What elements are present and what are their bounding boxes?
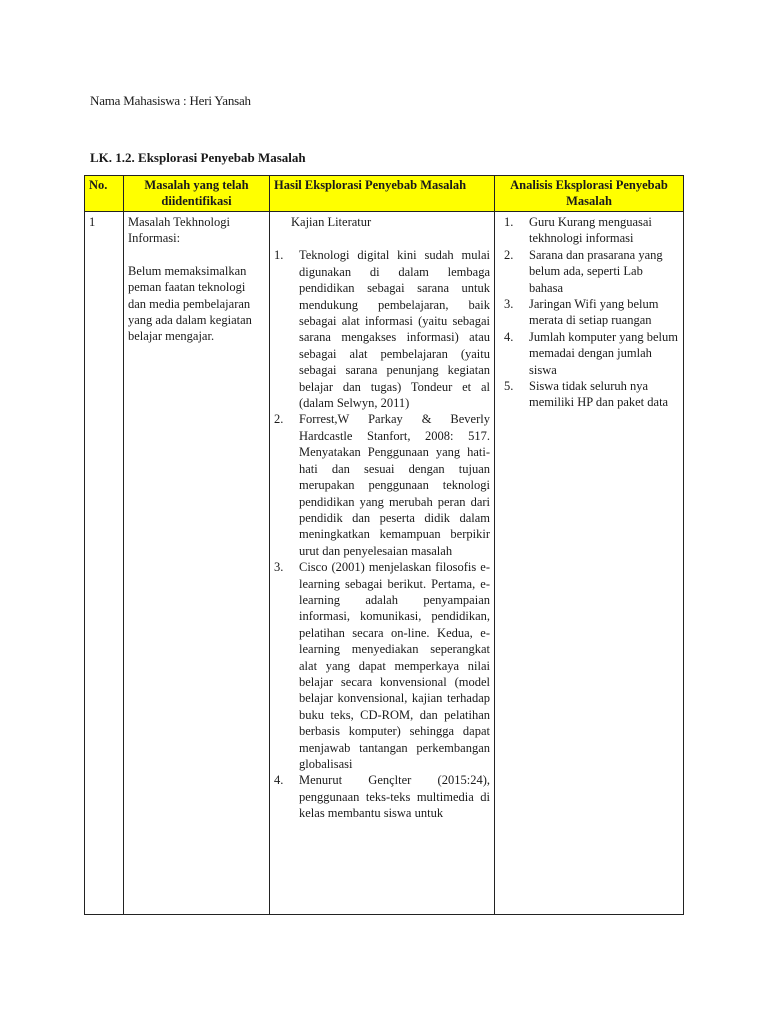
- list-item-number: 4.: [274, 773, 284, 788]
- list-item: [274, 247, 490, 411]
- exploration-cell: [270, 212, 495, 915]
- list-item: [499, 296, 679, 329]
- list-item-text: Menurut Gençlter (2015:24), penggunaan teks-teks multimedia di kelas membantu siswa untuk: [299, 773, 490, 821]
- header-no: No.: [85, 176, 124, 212]
- exploration-heading: Kajian Literatur: [291, 215, 372, 229]
- list-item-text: Sarana dan prasarana yang belum ada, seperti Lab bahasa: [529, 247, 663, 295]
- list-item-number: 2.: [274, 412, 284, 427]
- list-item-number: 5.: [504, 379, 514, 394]
- problem-title: Masalah Tekhnologi Informasi:: [128, 215, 231, 246]
- literature-list: [274, 247, 490, 821]
- table-header-row: [85, 176, 684, 212]
- list-item-number: 1.: [504, 215, 514, 229]
- header-analysis: Analisis Eksplorasi Penyebab Masalah: [495, 176, 684, 212]
- list-item-number: 4.: [504, 329, 514, 344]
- list-item-text: Siswa tidak seluruh nya memiliki HP dan paket data: [529, 379, 669, 410]
- problem-cell: [124, 212, 270, 915]
- worksheet-title: LK. 1.2. Eksplorasi Penyebab Masalah: [90, 150, 306, 165]
- row-number: 1: [85, 212, 124, 915]
- list-item-number: 3.: [274, 560, 284, 575]
- analysis-cell: [495, 212, 684, 915]
- list-item-number: 1.: [274, 248, 284, 263]
- list-item-text: Cisco (2001) menjelaskan filosofis e-learning sebagai berikut. Pertama, e-learning adalah penyampaian informasi, komunikasi, pendidikan, pelatihan secara on-line. Kedua, e-learning menyediakan seperangkat alat yang dapat memperkaya nilai belajar secara konvensional (model belajar konvensional, kajian terhadap buku teks, CD-ROM, dan pelatihan berbasis komputer) sehingga dapat menjawab tantangan perkembangan globalisasi: [299, 560, 490, 771]
- list-item-text: Jumlah komputer yang belum memadai dengan jumlah siswa: [529, 329, 678, 377]
- header-exploration: Hasil Eksplorasi Penyebab Masalah: [270, 176, 495, 212]
- list-item: [499, 329, 679, 378]
- list-item-number: 2.: [504, 247, 514, 262]
- list-item-text: Forrest,W Parkay & Beverly Hardcastle Stanfort, 2008: 517. Menyatakan Penggunaan yang hati-hati dan sesuai dengan tujuan merupakan penggunaan teknologi pendidikan yang merubah peran dari pendidik dan peserta didik dalam meningkatkan kemampuan berpikir urut dan penyelesaian masalah: [299, 412, 490, 558]
- list-item: [499, 247, 679, 296]
- list-item: [499, 214, 679, 247]
- list-item: [274, 559, 490, 772]
- list-item: [499, 378, 679, 411]
- analysis-list: [499, 214, 679, 411]
- table-row: [85, 212, 684, 915]
- list-item-text: Teknologi digital kini sudah mulai digunakan di dalam lembaga pendidikan sebagai sarana untuk mendukung pembelajaran, baik sebagai alat informasi (yaitu sebagai sarana mengakses informasi) atau sebagai alat pembelajaran (yaitu sebagai sarana penunjang kegiatan belajar dan tugas) Tondeur et al (dalam Selwyn, 2011): [299, 248, 490, 411]
- list-item: [274, 411, 490, 559]
- list-item-text: Jaringan Wifi yang belum merata di setiap ruangan: [529, 297, 659, 328]
- exploration-table: [84, 175, 684, 915]
- list-item-number: 3.: [504, 297, 514, 312]
- list-item-text: Guru Kurang menguasai tekhnologi informasi: [529, 215, 652, 246]
- student-name-line: Nama Mahasiswa : Heri Yansah: [90, 93, 251, 108]
- problem-description: Belum memaksimalkan peman faatan teknologi dan media pembelajaran yang ada dalam kegiatan belajar mengajar.: [128, 263, 252, 344]
- list-item: [274, 772, 490, 821]
- header-problem: Masalah yang telah diidentifikasi: [124, 176, 270, 212]
